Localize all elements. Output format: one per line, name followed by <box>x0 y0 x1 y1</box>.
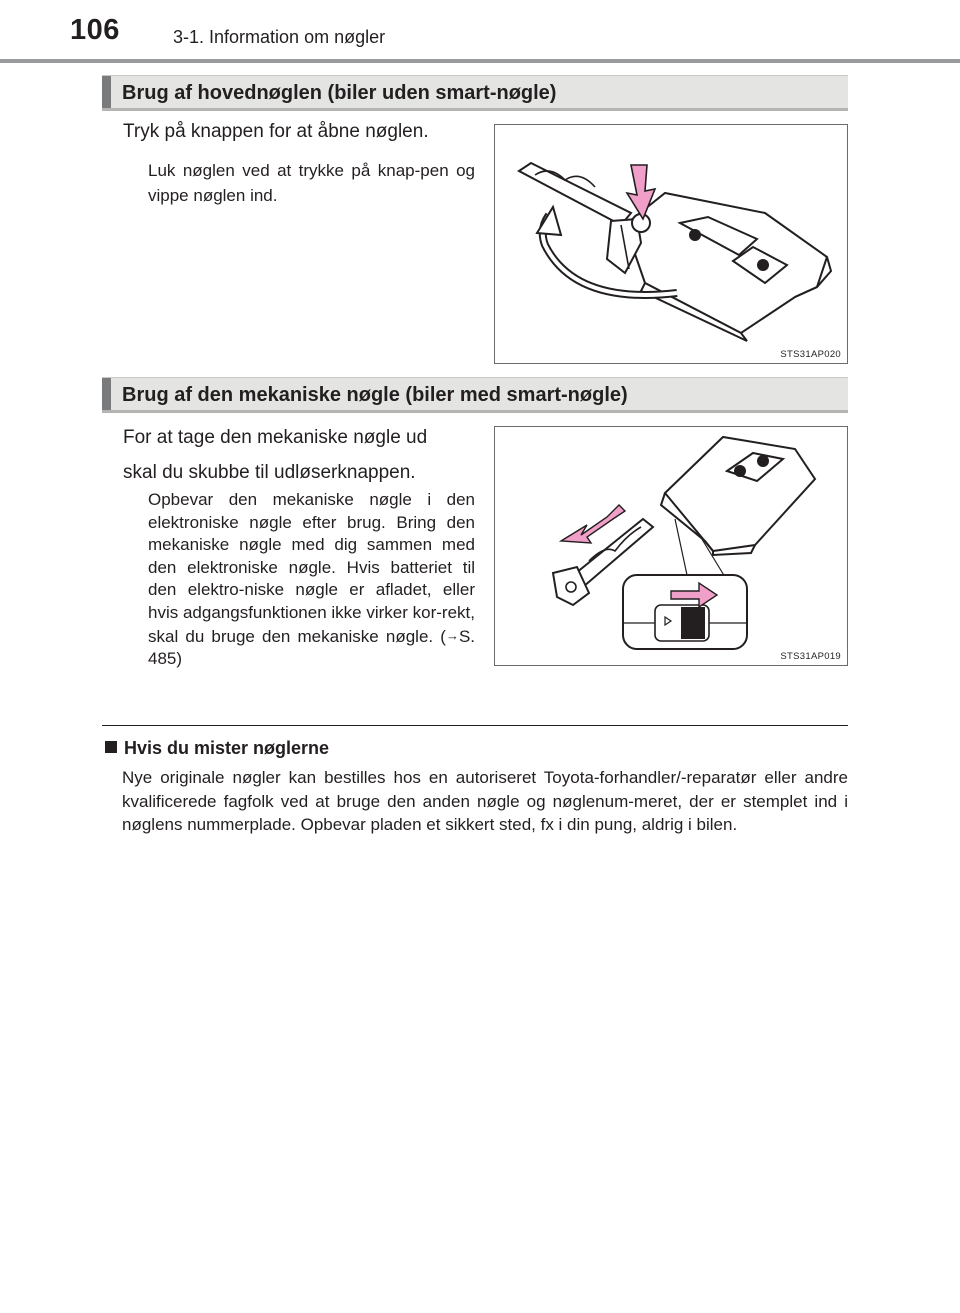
section-title: Brug af hovednøglen (biler uden smart-nøgle) <box>122 82 557 104</box>
divider <box>102 725 848 726</box>
smart-key-illustration <box>495 427 847 665</box>
page-number: 106 <box>70 14 120 46</box>
page-reference-arrow: → <box>445 627 459 643</box>
instruction-body <box>148 489 475 671</box>
running-head: 3-1. Information om nøgler <box>173 27 386 47</box>
lead-line: skal du skubbe til udløserknappen. <box>123 462 416 483</box>
note-heading <box>105 738 329 759</box>
section-stripe <box>102 378 111 410</box>
instruction-lead <box>123 420 475 490</box>
section-heading-mechanical-key <box>102 377 848 413</box>
lead-line: For at tage den mekaniske nøgle ud <box>123 427 428 448</box>
figure-key-fold <box>494 124 848 364</box>
body-text: Opbevar den mekaniske nøgle i den elektroniske nøgle efter brug. Bring den mekaniske nøgle med dig sammen med den elektroniske nøgle. Hvis batteriet til den elektro-niske nøgle er afladet, eller hvis adgangsfunktionen ikke virker kor-rekt, skal du bruge den mekaniske nøgle. ( <box>148 490 475 646</box>
figure-mechanical-key <box>494 426 848 666</box>
instruction-lead: Tryk på knappen for at åbne nøglen. <box>123 121 429 142</box>
section-stripe <box>102 76 111 108</box>
note-body: Nye originale nøgler kan bestilles hos en autoriseret Toyota-forhandler/-reparatør eller andre kvalificerede fagfolk ved at bruge den anden nøgle og nøglenum-meret, der er stemplet ind i nøglens nummerplade. Opbevar pladen et sikkert sted, fx i din pung, aldrig i bilen. <box>122 768 848 834</box>
note-heading-text: Hvis du mister nøglerne <box>124 738 330 758</box>
section-title: Brug af den mekaniske nøgle (biler med smart-nøgle) <box>122 384 628 406</box>
instruction-body: Luk nøglen ved at trykke på knap-pen og vippe nøglen ind. <box>148 161 475 205</box>
square-bullet-icon <box>105 741 117 753</box>
folding-key-illustration <box>495 125 847 363</box>
section-heading-main-key <box>102 75 848 111</box>
header-rule <box>0 59 960 63</box>
figure-id: STS31AP019 <box>780 651 841 662</box>
page-reference[interactable]: S. 485) <box>148 626 475 669</box>
figure-id: STS31AP020 <box>780 349 841 360</box>
